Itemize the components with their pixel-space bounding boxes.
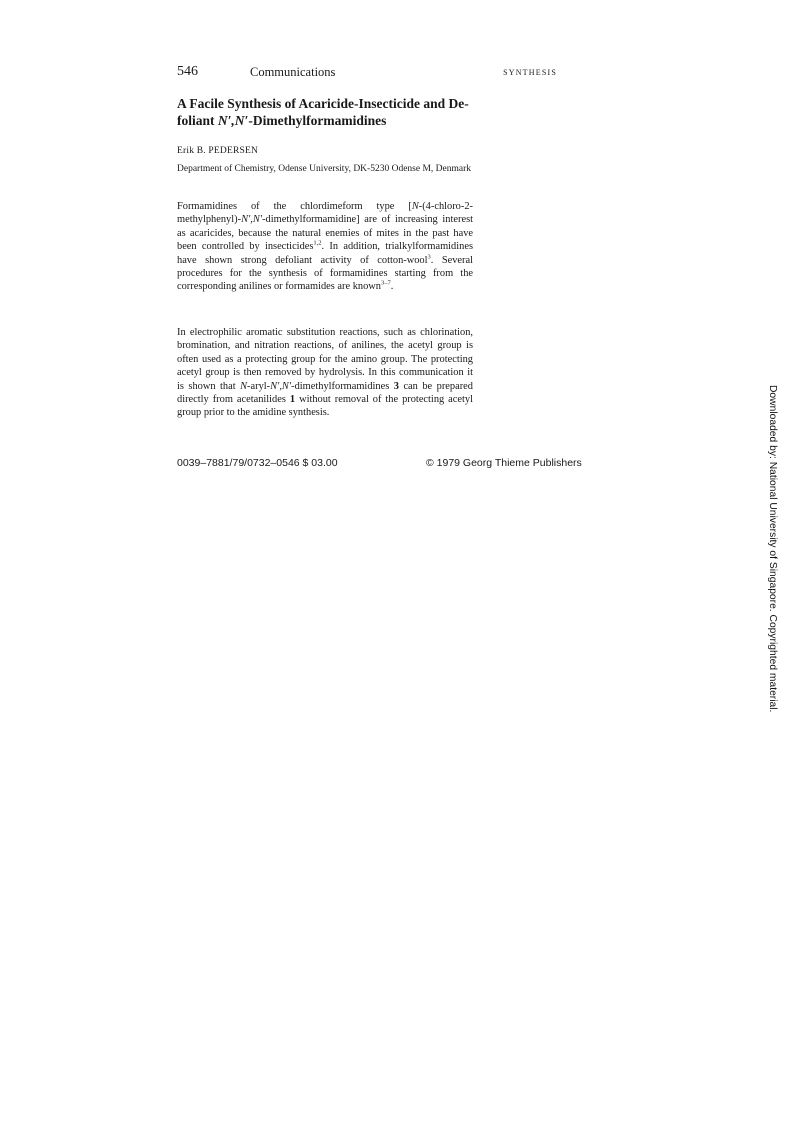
article-title: A Facile Synthesis of Acaricide-Insecticide and De-foliant N′,N′-Dimethylformamidines <box>177 96 469 128</box>
section-name: Communications <box>250 65 336 79</box>
copyright-notice: © 1979 Georg Thieme Publishers <box>426 457 582 469</box>
citation-ref: 1,2 <box>313 239 322 247</box>
journal-name: SYNTHESIS <box>503 68 557 77</box>
author-affiliation: Department of Chemistry, Odense University, DK-5230 Odense M, Denmark <box>177 164 471 174</box>
article-footer <box>177 457 617 473</box>
article-code: 0039–7881/79/0732–0546 $ 03.00 <box>177 457 338 469</box>
body-paragraph-2: In electrophilic aromatic substitution reactions, such as chlorination, bromination, and nitration reactions, of anilines, the acetyl group is often used as a protecting group for the amino group. The protecting acetyl group is then removed by hydrolysis. In this communication it is shown that N-aryl-N′,N′-dimethylformamidines 3 can be prepared directly from acetanilides 1 without removal of the protecting acetyl group prior to the amidine synthesis. <box>177 327 473 419</box>
citation-ref: 3–7 <box>381 279 391 287</box>
download-watermark: Downloaded by: National University of Singapore. Copyrighted material. <box>767 385 778 713</box>
compound-number: 1 <box>289 394 296 406</box>
running-header <box>177 64 557 84</box>
citation-ref: 3 <box>427 253 431 261</box>
body-paragraph-1: Formamidines of the chlordimeform type [N-(4-chloro-2-methylphenyl)-N′,N′-dimethylformamidine] are of increasing interest as acaricides, because the natural enemies of mites in the past have been controlled by insecticides$^{1,2}$. In addition, trialkylformamidines have shown strong defoliant activity of cotton-wool$^3$. Several procedures for the synthesis of formamidines starting from the corresponding anilines or formamides are known$^{3-7}$. <box>177 201 473 293</box>
page-number: 546 <box>177 64 198 79</box>
compound-number: 3 <box>393 380 399 392</box>
author-name: Erik B. PEDERSEN <box>177 146 259 156</box>
